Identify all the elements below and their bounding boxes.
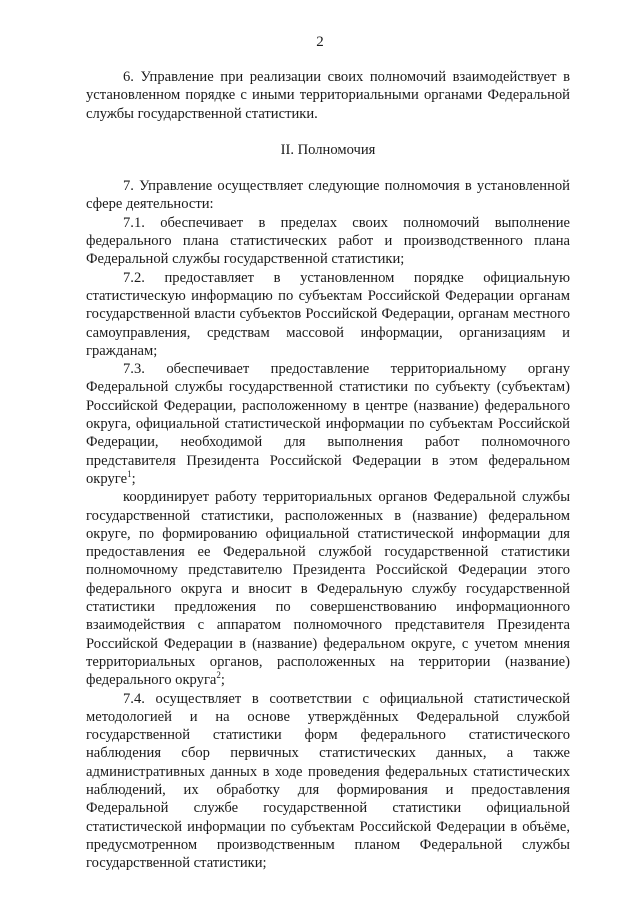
paragraph-coordination — [86, 488, 570, 689]
footnote-mark-2: 2 — [216, 670, 221, 681]
paragraph-7-3 — [86, 360, 570, 488]
footnote-mark-1: 1 — [127, 469, 132, 480]
paragraph-7-4: 7.4. осуществляет в соответствии с официальной статистической методологией и на основе утверждённых Федеральной службой государственной статистики форм федерального статистического наблюдения сбор первичных статистических данных, а также административных данных в ходе проведения федеральных статистических наблюдений, их обработку для формирования и предоставления Федеральной службе государственной статистики официальной статистической информации по субъектам Российской Федерации в объёме, предусмотренном производственным планом Федеральной службы государственной статистики; — [86, 690, 570, 872]
paragraph-coordination-text: координирует работу территориальных органов Федеральной службы государственной статистики, расположенных в (название) федеральном округе, по формированию официальной статистической информации для предоставления ее Федеральной службой государственной статистики полномочному представителю Президента Российской Федерации этого федерального округа и вносит в Федеральную службу государственной статистики предложения по совершенствованию информационного взаимодействия с аппаратом полномочного представителя Президента Российской Федерации в (название) федеральном округе, с учетом мнения территориальных органов, расположенных на территории (название) федерального округа — [86, 489, 570, 689]
paragraph-7-3-end: ; — [131, 470, 136, 487]
paragraph-6: 6. Управление при реализации своих полномочий взаимодействует в установленном порядке с иными территориальными органами Федеральной службы государственной статистики. — [86, 69, 570, 122]
paragraph-7-3-text: 7.3. обеспечивает предоставление территориальному органу Федеральной службы государственной статистики по субъекту (субъектам) Российской Федерации, расположенному в центре (название) федерального округа, официальной статистической информации по субъектам Российской Федерации, необходимой для выполнения работ полномочного представителя Президента Российской Федерации в этом федеральном округе — [86, 361, 570, 487]
paragraph-7-1: 7.1. обеспечивает в пределах своих полномочий выполнение федерального плана статистических работ и производственного плана Федеральной службы государственной статистики; — [86, 214, 570, 268]
paragraph-7-2: 7.2. предоставляет в установленном порядке официальную статистическую информацию по субъектам Российской Федерации органам государственной власти субъектов Российской Федерации, органам местного самоуправления, средствам массовой информации, организациям и гражданам; — [86, 269, 570, 359]
document-body — [86, 68, 570, 872]
paragraph-7: 7. Управление осуществляет следующие полномочия в установленной сфере деятельности: — [86, 178, 570, 213]
page-number: 2 — [316, 34, 324, 50]
section-heading: II. Полномочия — [280, 141, 376, 158]
paragraph-coordination-end: ; — [220, 672, 225, 689]
